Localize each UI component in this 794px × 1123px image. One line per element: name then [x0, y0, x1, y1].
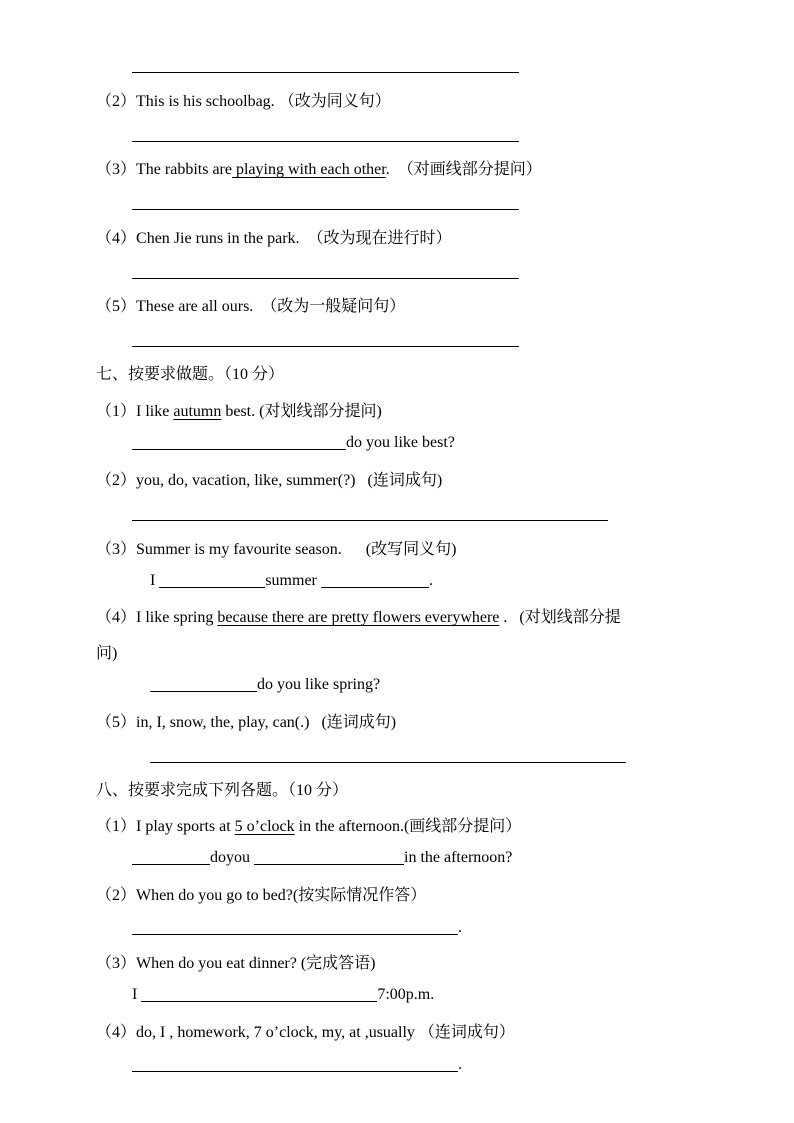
question-7-5 [96, 709, 396, 732]
answer-8-2 [132, 918, 462, 937]
question-text: Chen Jie runs in the park. [136, 230, 300, 247]
section-heading-8: 八、按要求完成下列各题。（10 分） [96, 782, 349, 799]
question-6-4 [96, 225, 452, 248]
question-number: （1） [96, 818, 137, 835]
question-number: （5） [96, 714, 137, 731]
answer-line-6-1[interactable] [132, 72, 519, 73]
question-8-2 [96, 882, 426, 905]
underlined-phrase: 5 o’clock [234, 818, 295, 835]
question-text: in the afternoon. [294, 818, 404, 835]
question-text: you, do, vacation, like, summer(?) [136, 472, 356, 489]
answer-line-6-5[interactable] [132, 346, 519, 347]
answer-text: I [132, 986, 138, 1003]
question-note: (按实际情况作答） [292, 887, 427, 904]
answer-text: . [458, 919, 462, 936]
answer-text: do you like best? [346, 434, 455, 451]
blank-field[interactable] [159, 571, 265, 588]
question-8-1 [96, 813, 521, 836]
answer-line-6-3[interactable] [132, 209, 519, 210]
answer-line-7-2[interactable] [132, 520, 608, 521]
question-text: Summer is my favourite season. [136, 541, 342, 558]
answer-text: . [428, 572, 433, 589]
answer-text: I [150, 572, 156, 589]
answer-line-6-4[interactable] [132, 278, 519, 279]
answer-text: do you like spring? [257, 676, 381, 693]
question-number: （5） [96, 298, 137, 315]
question-7-3 [96, 536, 456, 559]
question-note: （改为现在进行时） [307, 230, 452, 247]
question-note: (对划线部分提 [519, 609, 621, 626]
question-8-3 [96, 950, 376, 973]
blank-field[interactable] [254, 848, 404, 865]
question-note: (连词成句) [321, 714, 397, 731]
question-note: (改写同义句) [365, 541, 457, 558]
question-note: (连词成句) [367, 472, 443, 489]
question-note: （改为同义句） [278, 93, 391, 110]
question-7-1 [96, 398, 382, 421]
blank-field[interactable] [132, 1055, 458, 1072]
blank-field[interactable] [132, 433, 346, 450]
question-text: do, I , homework, 7 o’clock, my, at ,usually [136, 1024, 415, 1041]
answer-7-4 [150, 675, 380, 694]
question-number: （4） [96, 230, 137, 247]
answer-8-1 [132, 848, 512, 867]
question-note: (完成答语) [296, 955, 376, 972]
question-number: （1） [96, 403, 137, 420]
blank-field[interactable] [132, 848, 210, 865]
question-punct: . [385, 161, 390, 178]
answer-text: doyou [210, 849, 250, 866]
question-7-2 [96, 467, 442, 490]
question-text: I like spring [136, 609, 218, 626]
question-text: I play sports at [136, 818, 235, 835]
question-number: （2） [96, 93, 137, 110]
question-6-3 [96, 156, 542, 179]
answer-7-3 [150, 571, 433, 590]
question-text: This is his schoolbag. [136, 93, 275, 110]
blank-field[interactable] [150, 675, 257, 692]
question-8-4 [96, 1019, 515, 1042]
question-number: （4） [96, 1024, 137, 1041]
blank-field[interactable] [132, 918, 458, 935]
answer-text: . [458, 1056, 462, 1073]
question-text: I like [136, 403, 174, 420]
answer-text: 7:00p.m. [377, 986, 435, 1003]
blank-field[interactable] [141, 985, 377, 1002]
question-number: （2） [96, 472, 137, 489]
answer-7-1 [132, 433, 455, 452]
question-text: The rabbits are [136, 161, 232, 178]
question-text: When do you go to bed? [136, 887, 293, 904]
question-note: （改为一般疑问句） [261, 298, 406, 315]
answer-text: in the afternoon? [404, 849, 513, 866]
question-note: (画线部分提问） [403, 818, 522, 835]
answer-8-3 [132, 985, 434, 1004]
answer-line-6-2[interactable] [132, 141, 519, 142]
question-6-5 [96, 293, 405, 316]
question-6-2 [96, 88, 391, 111]
blank-field[interactable] [321, 571, 429, 588]
question-7-4-note-cont: 问) [96, 645, 118, 662]
question-text: in, I, snow, the, play, can(.) [136, 714, 310, 731]
question-number: （4） [96, 609, 137, 626]
answer-line-7-5[interactable] [150, 762, 626, 763]
question-text: When do you eat dinner? [136, 955, 297, 972]
question-punct: . [499, 609, 508, 626]
question-note: （连词成句） [418, 1024, 515, 1041]
underlined-word: autumn [173, 403, 222, 420]
question-note: best. (对划线部分提问) [221, 403, 382, 420]
question-number: （3） [96, 161, 137, 178]
underlined-phrase: playing with each other [231, 161, 386, 178]
question-text: These are all ours. [136, 298, 254, 315]
question-7-4 [96, 604, 621, 627]
answer-text: summer [265, 572, 317, 589]
question-number: （3） [96, 955, 137, 972]
answer-8-4 [132, 1055, 462, 1074]
question-number: （2） [96, 887, 137, 904]
question-note: （对画线部分提问） [397, 161, 542, 178]
question-number: （3） [96, 541, 137, 558]
underlined-phrase: because there are pretty flowers everywhere [217, 609, 500, 626]
section-heading-7: 七、按要求做题。（10 分） [96, 366, 285, 383]
